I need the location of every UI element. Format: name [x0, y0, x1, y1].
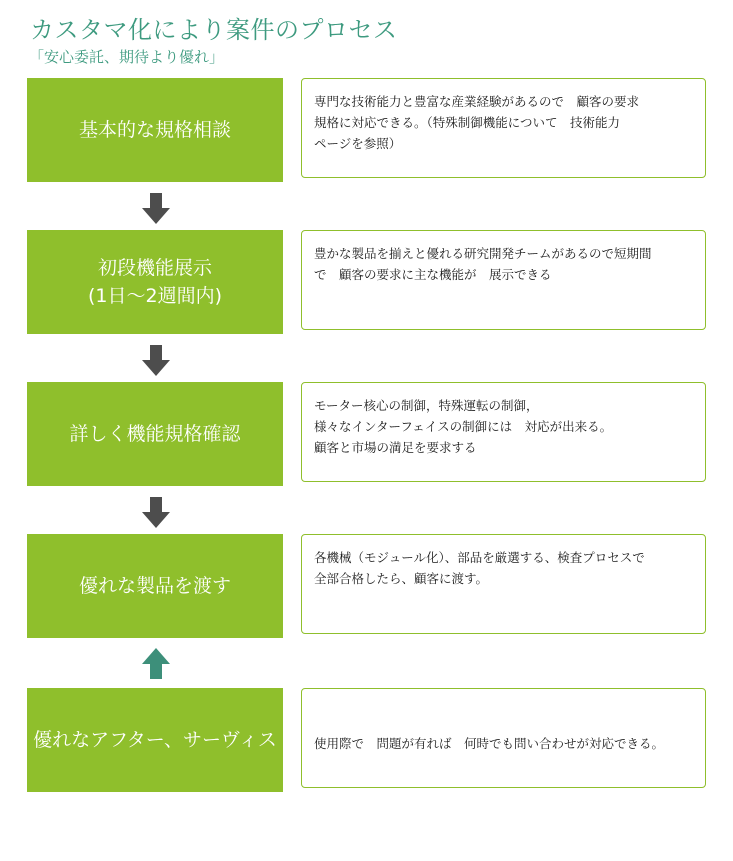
description-line: 豊かな製品を揃えと優れる研究開発チームがあるので短期間: [314, 246, 652, 261]
process-step-2: [27, 230, 283, 334]
step-description-1: [301, 78, 706, 178]
description-line: モーター核心の制御，特殊運転の制御，: [314, 398, 539, 413]
arrow-down-icon: [140, 193, 172, 225]
description-line: 各機械（モジュール化）、部品を厳選する、検査プロセスで: [314, 550, 645, 565]
process-step-1: [27, 78, 283, 182]
step-description-5: [301, 688, 706, 788]
process-step-label: 詳しく機能規格確認: [69, 423, 241, 445]
description-line: 専門な技術能力と豊富な産業経験があるので 顧客の要求: [314, 94, 640, 109]
description-line: 規格に対応できる。（特殊制御機能について 技術能力: [314, 115, 621, 130]
process-step-label: 優れな製品を渡す: [78, 575, 231, 597]
description-line: 様々なインターフェイスの制御には 対応が出来る。: [314, 419, 613, 434]
step-description-4: [301, 534, 706, 634]
step-description-2: [301, 230, 706, 330]
description-line: 使用際で 問題が有れば 何時でも問い合わせが対応できる。: [314, 736, 665, 751]
arrow-down-icon: [140, 345, 172, 377]
description-line: 顧客と市場の満足を要求する: [314, 440, 477, 455]
process-step-label: (1日～2週間内): [87, 285, 222, 307]
page-title: カスタマ化により案件のプロセス: [30, 16, 398, 44]
process-step-label: 優れなアフター、サーヴィス: [33, 729, 277, 751]
process-step-3: [27, 382, 283, 486]
process-step-label: 基本的な規格相談: [78, 119, 231, 141]
page-subtitle: 「安心委託、期待より優れ」: [29, 48, 225, 66]
arrow-up-icon: [140, 647, 172, 679]
process-step-5: [27, 688, 283, 792]
process-step-4: [27, 534, 283, 638]
description-line: 全部合格したら、顧客に渡す。: [314, 571, 489, 586]
step-description-3: [301, 382, 706, 482]
process-step-label: 初段機能展示: [97, 257, 212, 279]
description-line: で 顧客の要求に主な機能が 展示できる: [314, 267, 552, 282]
arrow-down-icon: [140, 497, 172, 529]
description-line: ページを参照）: [314, 136, 402, 151]
